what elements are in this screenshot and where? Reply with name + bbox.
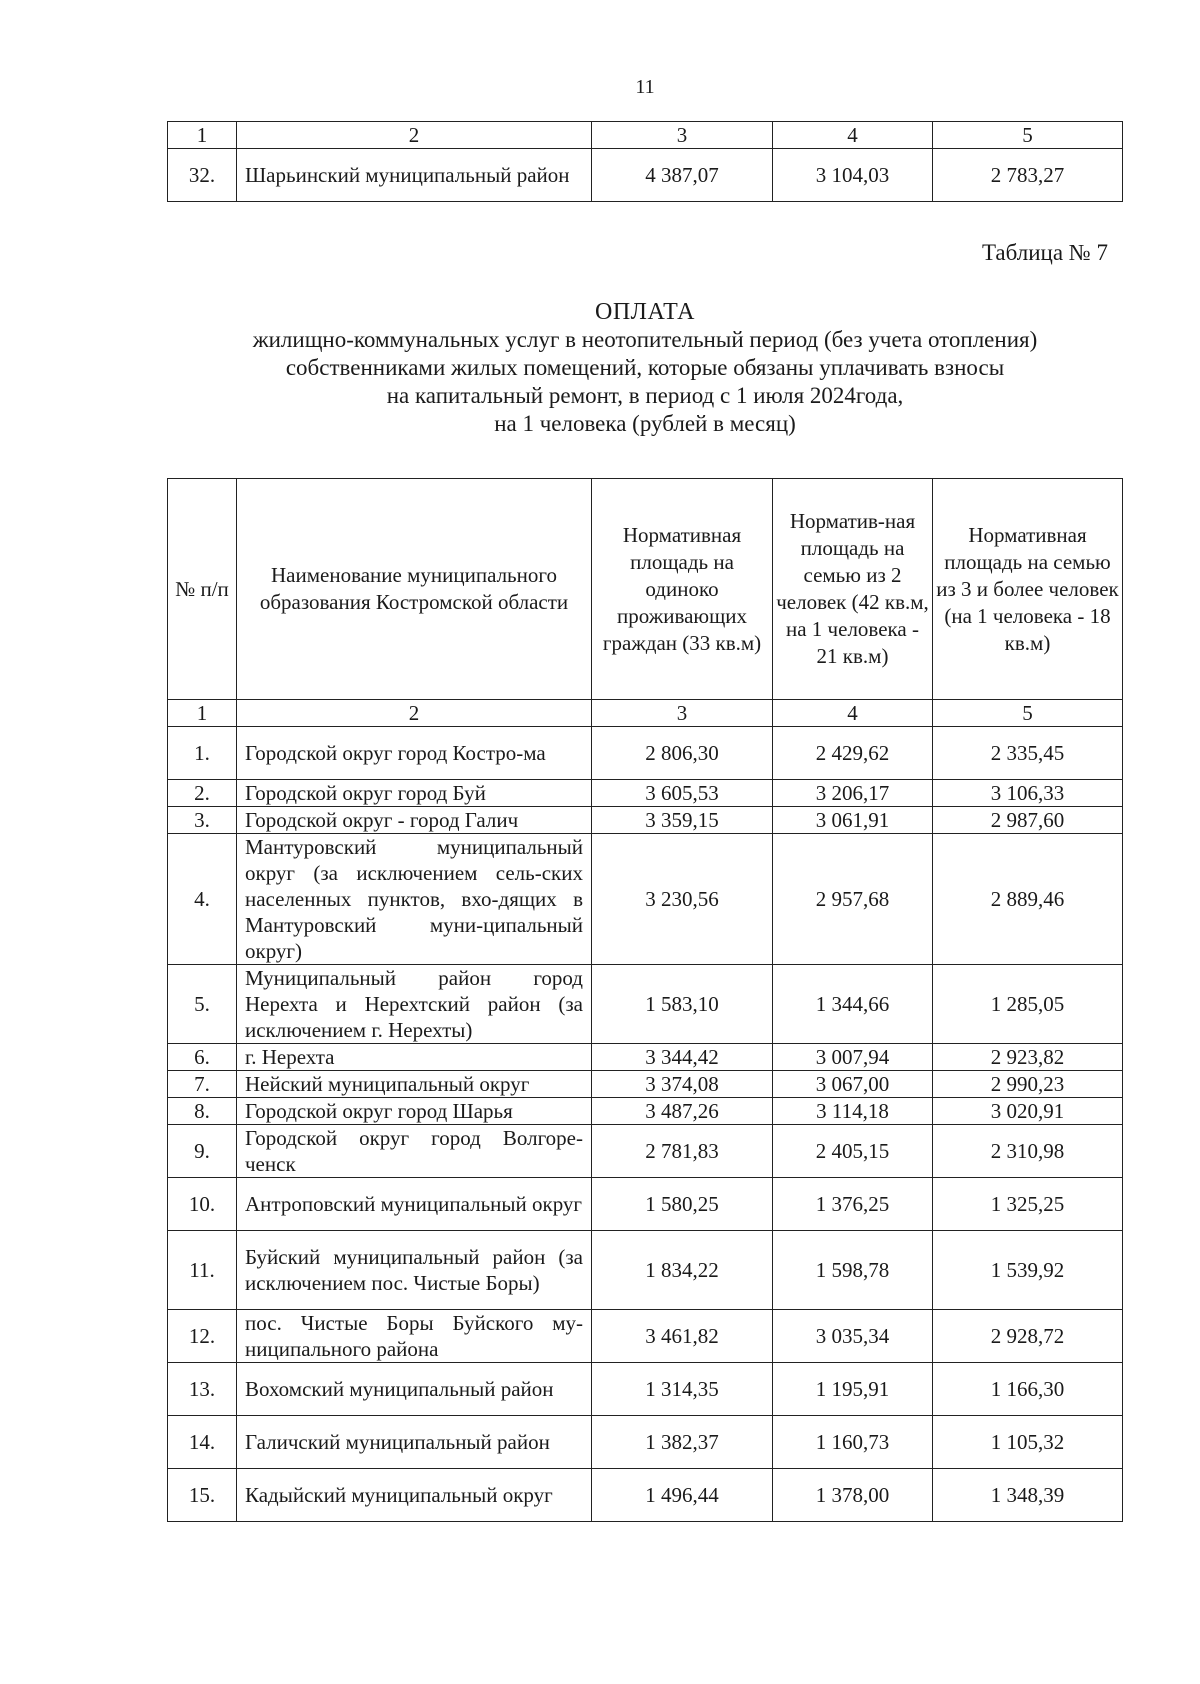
table-label: Таблица № 7 [981,240,1108,265]
header-family-3: Нормативная площадь на семью из 3 и более человек (на 1 человека - 18 кв.м) [933,479,1123,700]
value-family-3: 2 987,60 [933,807,1123,834]
value-family-2: 2 405,15 [773,1125,933,1178]
municipality-name: Городской округ - город Галич [237,807,592,834]
value-single: 3 605,53 [592,780,773,807]
municipality-name: Антроповский муниципальный округ [237,1178,592,1231]
title-main: ОПЛАТА [595,299,695,325]
title-line: жилищно-коммунальных услуг в неотопительный период (без учета отопления) [252,327,1038,352]
row-number: 3. [168,807,237,834]
value-family-2: 2 429,62 [773,727,933,780]
previous-table [167,121,1123,202]
municipality-name: Городской округ город Буй [237,780,592,807]
value-family-2: 3 206,17 [773,780,933,807]
value-family-3: 2 335,45 [933,727,1123,780]
index-cell: 2 [237,700,592,727]
header-family-2: Норматив-ная площадь на семью из 2 человек (42 кв.м, на 1 человека - 21 кв.м) [773,479,933,700]
table-index-row [168,122,1123,149]
municipality-name: Шарьинский муниципальный район [237,149,592,202]
title-line: собственниками жилых помещений, которые обязаны уплачивать взносы [285,355,1005,380]
value-family-2: 3 035,34 [773,1310,933,1363]
value-single: 3 461,82 [592,1310,773,1363]
row-number: 5. [168,965,237,1044]
value-family-2: 3 061,91 [773,807,933,834]
table-row [168,149,1123,202]
value-single: 3 344,42 [592,1044,773,1071]
value-family-3: 1 539,92 [933,1231,1123,1310]
value-single: 3 374,08 [592,1071,773,1098]
value-single: 3 230,56 [592,834,773,965]
row-number: 12. [168,1310,237,1363]
table-row [168,807,1123,834]
value-single: 1 496,44 [592,1469,773,1522]
value-family-2: 1 344,66 [773,965,933,1044]
row-number: 10. [168,1178,237,1231]
value-family-2: 1 195,91 [773,1363,933,1416]
value-single: 3 487,26 [592,1098,773,1125]
index-cell: 4 [773,700,933,727]
value-single: 3 359,15 [592,807,773,834]
row-number: 2. [168,780,237,807]
index-cell: 3 [592,700,773,727]
index-cell: 3 [592,122,773,149]
table-row [168,1416,1123,1469]
municipality-name: пос. Чистые Боры Буйского му-ниципального района [237,1310,592,1363]
title-line: на капитальный ремонт, в период с 1 июля 2024года, [386,383,904,408]
municipality-name: Кадыйский муниципальный округ [237,1469,592,1522]
row-number: 14. [168,1416,237,1469]
municipality-name: Городской округ город Костро-ма [237,727,592,780]
municipality-name: Буйский муниципальный район (за исключением пос. Чистые Боры) [237,1231,592,1310]
index-cell: 4 [773,122,933,149]
table-row [168,1178,1123,1231]
value-family-3: 2 990,23 [933,1071,1123,1098]
value-single: 1 382,37 [592,1416,773,1469]
value-family-3: 1 285,05 [933,965,1123,1044]
value-family-3: 3 106,33 [933,780,1123,807]
table-row [168,834,1123,965]
value-family-3: 2 783,27 [933,149,1123,202]
municipality-name: г. Нерехта [237,1044,592,1071]
value-family-3: 1 105,32 [933,1416,1123,1469]
table-row [168,1098,1123,1125]
header-single: Нормативная площадь на одиноко проживающих граждан (33 кв.м) [592,479,773,700]
value-single: 1 583,10 [592,965,773,1044]
row-number: 7. [168,1071,237,1098]
value-family-3: 2 310,98 [933,1125,1123,1178]
value-family-2: 3 114,18 [773,1098,933,1125]
page-number: 11 [635,76,655,98]
value-family-2: 3 007,94 [773,1044,933,1071]
value-family-2: 3 104,03 [773,149,933,202]
row-number: 9. [168,1125,237,1178]
value-family-3: 1 348,39 [933,1469,1123,1522]
table-row [168,1363,1123,1416]
value-single: 2 781,83 [592,1125,773,1178]
value-single: 1 834,22 [592,1231,773,1310]
row-number: 1. [168,727,237,780]
value-family-3: 2 889,46 [933,834,1123,965]
table-row [168,727,1123,780]
row-number: 4. [168,834,237,965]
municipality-name: Городской округ город Шарья [237,1098,592,1125]
value-single: 2 806,30 [592,727,773,780]
table-row [168,1125,1123,1178]
value-family-2: 1 598,78 [773,1231,933,1310]
table-header-row [168,479,1123,700]
value-family-2: 1 378,00 [773,1469,933,1522]
table-row [168,1469,1123,1522]
value-single: 4 387,07 [592,149,773,202]
municipality-name: Галичский муниципальный район [237,1416,592,1469]
row-number: 8. [168,1098,237,1125]
value-family-2: 3 067,00 [773,1071,933,1098]
value-single: 1 580,25 [592,1178,773,1231]
header-name: Наименование муниципального образования Костромской области [237,479,592,700]
municipality-name: Нейский муниципальный округ [237,1071,592,1098]
row-number: 15. [168,1469,237,1522]
municipality-name: Муниципальный район город Нерехта и Нерехтский район (за исключением г. Нерехты) [237,965,592,1044]
value-family-2: 1 376,25 [773,1178,933,1231]
table-row [168,1231,1123,1310]
table-index-row [168,700,1123,727]
table-row [168,780,1123,807]
table-row [168,1044,1123,1071]
index-cell: 1 [168,122,237,149]
value-family-3: 1 325,25 [933,1178,1123,1231]
header-num: № п/п [168,479,237,700]
document-title [180,298,1110,438]
index-cell: 5 [933,700,1123,727]
municipality-name: Мантуровский муниципальный округ (за исключением сель-ских населенных пунктов, вхо-дящих в Мантуровский муни-ципальный округ) [237,834,592,965]
title-line: на 1 человека (рублей в месяц) [494,411,796,436]
row-number: 32. [168,149,237,202]
payment-table [167,478,1123,1522]
municipality-name: Городской округ город Волгоре-ченск [237,1125,592,1178]
index-cell: 5 [933,122,1123,149]
row-number: 11. [168,1231,237,1310]
row-number: 13. [168,1363,237,1416]
table-row [168,965,1123,1044]
value-family-3: 2 923,82 [933,1044,1123,1071]
value-family-2: 2 957,68 [773,834,933,965]
value-family-3: 3 020,91 [933,1098,1123,1125]
row-number: 6. [168,1044,237,1071]
municipality-name: Вохомский муниципальный район [237,1363,592,1416]
value-family-3: 1 166,30 [933,1363,1123,1416]
value-family-2: 1 160,73 [773,1416,933,1469]
index-cell: 1 [168,700,237,727]
value-family-3: 2 928,72 [933,1310,1123,1363]
value-single: 1 314,35 [592,1363,773,1416]
table-row [168,1071,1123,1098]
table-row [168,1310,1123,1363]
index-cell: 2 [237,122,592,149]
